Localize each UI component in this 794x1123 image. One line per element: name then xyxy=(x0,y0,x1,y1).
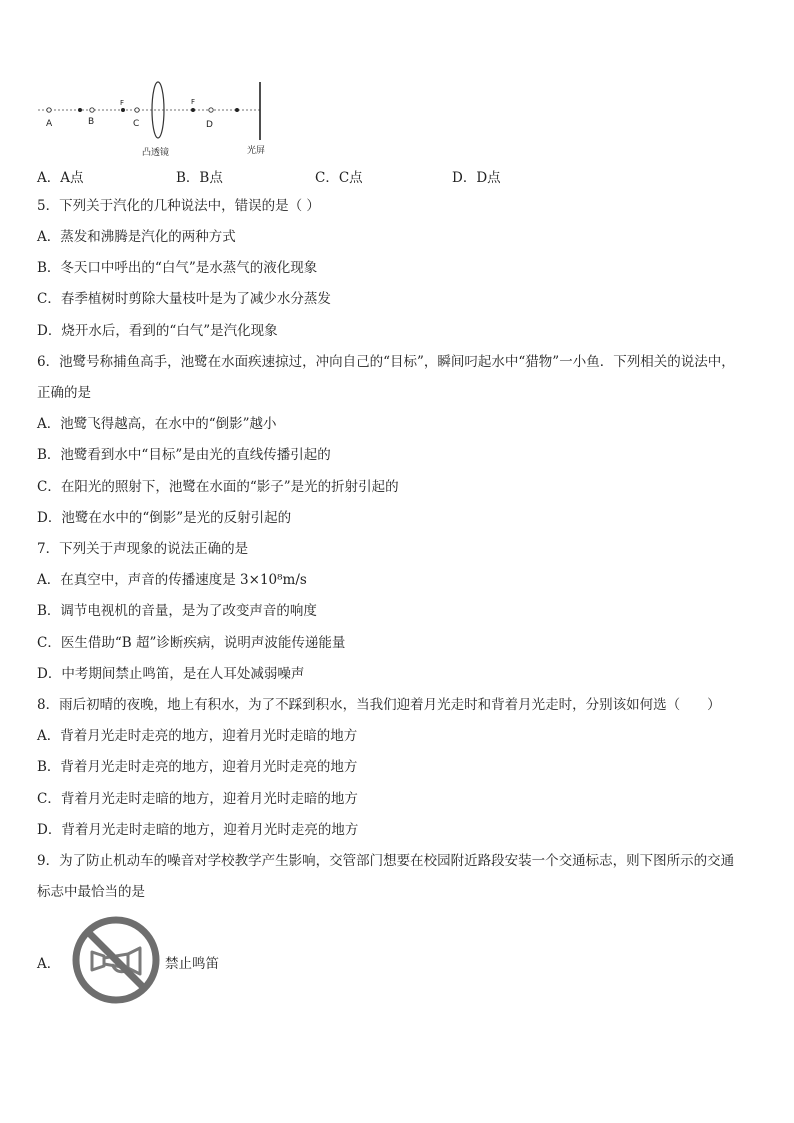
point-a-marker xyxy=(47,108,51,112)
focus-left-marker xyxy=(121,108,125,112)
q4-option-c: C．C点 xyxy=(315,170,363,186)
q4-options xyxy=(37,166,597,184)
lens-label: 凸透镜 xyxy=(142,148,170,158)
label-a: A xyxy=(46,119,53,129)
no-honking-icon xyxy=(70,914,162,1006)
q4-option-d: D．D点 xyxy=(452,170,501,186)
label-b: B xyxy=(88,117,95,127)
lens-diagram-svg xyxy=(36,78,286,162)
q6-stem-line2: 正确的是 xyxy=(37,385,91,401)
q4-option-b: B．B点 xyxy=(176,170,223,186)
q6-option-a: A．池鹭飞得越高，在水中的“倒影”越小 xyxy=(37,416,277,432)
q5-option-d: D．烧开水后，看到的“白气”是汽化现象 xyxy=(37,323,278,339)
q7-option-d: D．中考期间禁止鸣笛，是在人耳处减弱噪声 xyxy=(37,666,305,682)
q8-option-b: B．背着月光走时走亮的地方，迎着月光时走亮的地方 xyxy=(37,759,358,775)
q7-option-a: A．在真空中，声音的传播速度是 3×10⁸m/s xyxy=(37,572,307,588)
label-focus-right: F xyxy=(191,98,196,106)
q8-option-d: D．背着月光走时走暗的地方，迎着月光时走亮的地方 xyxy=(37,822,359,838)
q9-option-a-text: 禁止鸣笛 xyxy=(165,956,219,972)
q8-option-c: C．背着月光走时走暗的地方，迎着月光时走暗的地方 xyxy=(37,791,358,807)
q5-option-c: C．春季植树时剪除大量枝叶是为了减少水分蒸发 xyxy=(37,291,331,307)
q5-option-b: B．冬天口中呼出的“白气”是水蒸气的液化现象 xyxy=(37,260,318,276)
q7-stem: 7．下列关于声现象的说法正确的是 xyxy=(37,541,249,557)
point-c-marker xyxy=(135,108,139,112)
q9-option-a xyxy=(37,914,337,1009)
q9-option-a-label: A． xyxy=(37,956,61,972)
q6-option-d: D．池鹭在水中的“倒影”是光的反射引起的 xyxy=(37,510,292,526)
q6-option-c: C．在阳光的照射下，池鹭在水面的“影子”是光的折射引起的 xyxy=(37,479,399,495)
point-2f-left-marker xyxy=(78,108,82,112)
point-b-marker xyxy=(90,108,94,112)
q9-stem-line2: 标志中最恰当的是 xyxy=(37,884,145,900)
label-focus-left: F xyxy=(120,99,125,107)
label-c: C xyxy=(133,119,140,129)
point-2f-right-marker xyxy=(235,108,239,112)
q5-stem: 5．下列关于汽化的几种说法中，错误的是（ ） xyxy=(37,198,320,214)
q9-stem-line1: 9．为了防止机动车的噪音对学校教学产生影响，交管部门想要在校园附近路段安装一个交通标志，则下图所示的交通 xyxy=(37,853,735,869)
focus-right-marker xyxy=(191,108,195,112)
q8-stem: 8．雨后初晴的夜晚，地上有积水，为了不踩到积水，当我们迎着月光走时和背着月光走时，分别该如何选（ ） xyxy=(37,697,721,713)
screen-label: 光屏 xyxy=(247,146,266,156)
point-d-marker xyxy=(209,108,213,112)
q7-option-c: C．医生借助“B 超”诊断疾病，说明声波能传递能量 xyxy=(37,635,346,651)
q8-option-a: A．背着月光走时走亮的地方，迎着月光时走暗的地方 xyxy=(37,728,358,744)
q7-option-b: B．调节电视机的音量，是为了改变声音的响度 xyxy=(37,603,317,619)
q6-stem-line1: 6．池鹭号称捕鱼高手，池鹭在水面疾速掠过，冲向自己的“目标”，瞬间叼起水中“猎物”一小鱼．下列相关的说法中， xyxy=(37,354,735,370)
q4-option-a: A．A点 xyxy=(37,170,84,186)
q5-option-a: A．蒸发和沸腾是汽化的两种方式 xyxy=(37,229,236,245)
q6-option-b: B．池鹭看到水中“目标”是由光的直线传播引起的 xyxy=(37,447,331,463)
label-d: D xyxy=(206,120,213,130)
lens-diagram xyxy=(36,78,286,162)
